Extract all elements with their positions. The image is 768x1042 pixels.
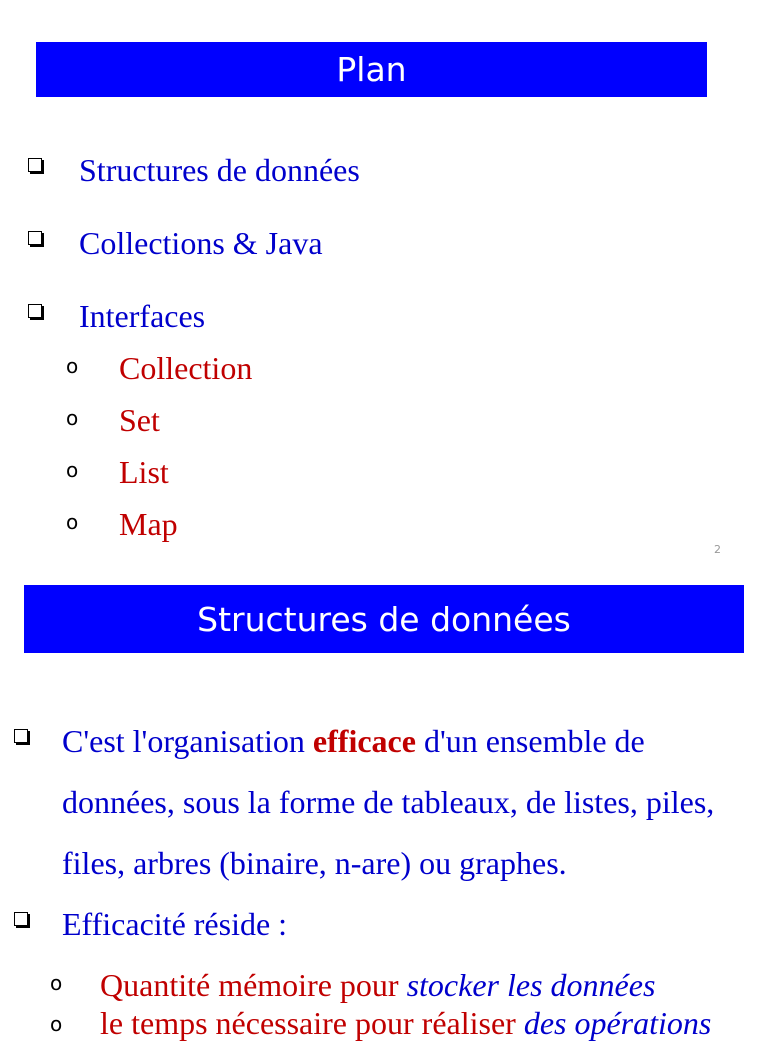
slide-title: Plan xyxy=(336,50,407,89)
slide-title-banner xyxy=(36,42,707,97)
plan-item: Interfaces xyxy=(79,298,206,334)
plan-item: Collections & Java xyxy=(79,225,323,261)
plan-item: Structures de données xyxy=(79,152,360,188)
circle-bullet-icon: o xyxy=(50,1012,63,1036)
plan-subitem: Collection xyxy=(119,350,253,386)
efficiency-heading: Efficacité réside : xyxy=(62,906,288,942)
definition-line xyxy=(62,723,645,760)
definition-line: données, sous la forme de tableaux, de listes, piles, xyxy=(62,784,715,820)
square-bullet-icon xyxy=(28,231,42,245)
circle-bullet-icon: o xyxy=(66,510,79,534)
square-bullet-icon xyxy=(14,729,28,743)
circle-bullet-icon: o xyxy=(66,458,79,482)
square-bullet-icon xyxy=(14,912,28,926)
efficiency-subitem-emphasis: stocker les données xyxy=(406,967,656,1003)
efficiency-subitem-text: Quantité mémoire pour xyxy=(100,967,407,1003)
circle-bullet-icon: o xyxy=(66,406,79,430)
plan-subitem: List xyxy=(119,454,169,490)
definition-line: files, arbres (binaire, n-are) ou graphes. xyxy=(62,845,567,881)
plan-subitem: Set xyxy=(119,402,160,438)
square-bullet-icon xyxy=(28,304,42,318)
definition-text: C'est l'organisation xyxy=(62,723,313,759)
efficiency-subitem xyxy=(100,967,655,1004)
slide-title: Structures de données xyxy=(197,599,571,639)
efficiency-subitem-emphasis: des opérations xyxy=(523,1005,712,1041)
circle-bullet-icon: o xyxy=(50,971,63,995)
circle-bullet-icon: o xyxy=(66,354,79,378)
definition-text: d'un ensemble de xyxy=(415,723,645,759)
square-bullet-icon xyxy=(28,158,42,172)
page-number: 2 xyxy=(714,543,721,556)
plan-subitem: Map xyxy=(119,506,178,542)
definition-emphasis: efficace xyxy=(312,723,416,759)
slide-title-banner xyxy=(24,585,744,653)
efficiency-subitem-text: le temps nécessaire pour réaliser xyxy=(100,1005,524,1041)
